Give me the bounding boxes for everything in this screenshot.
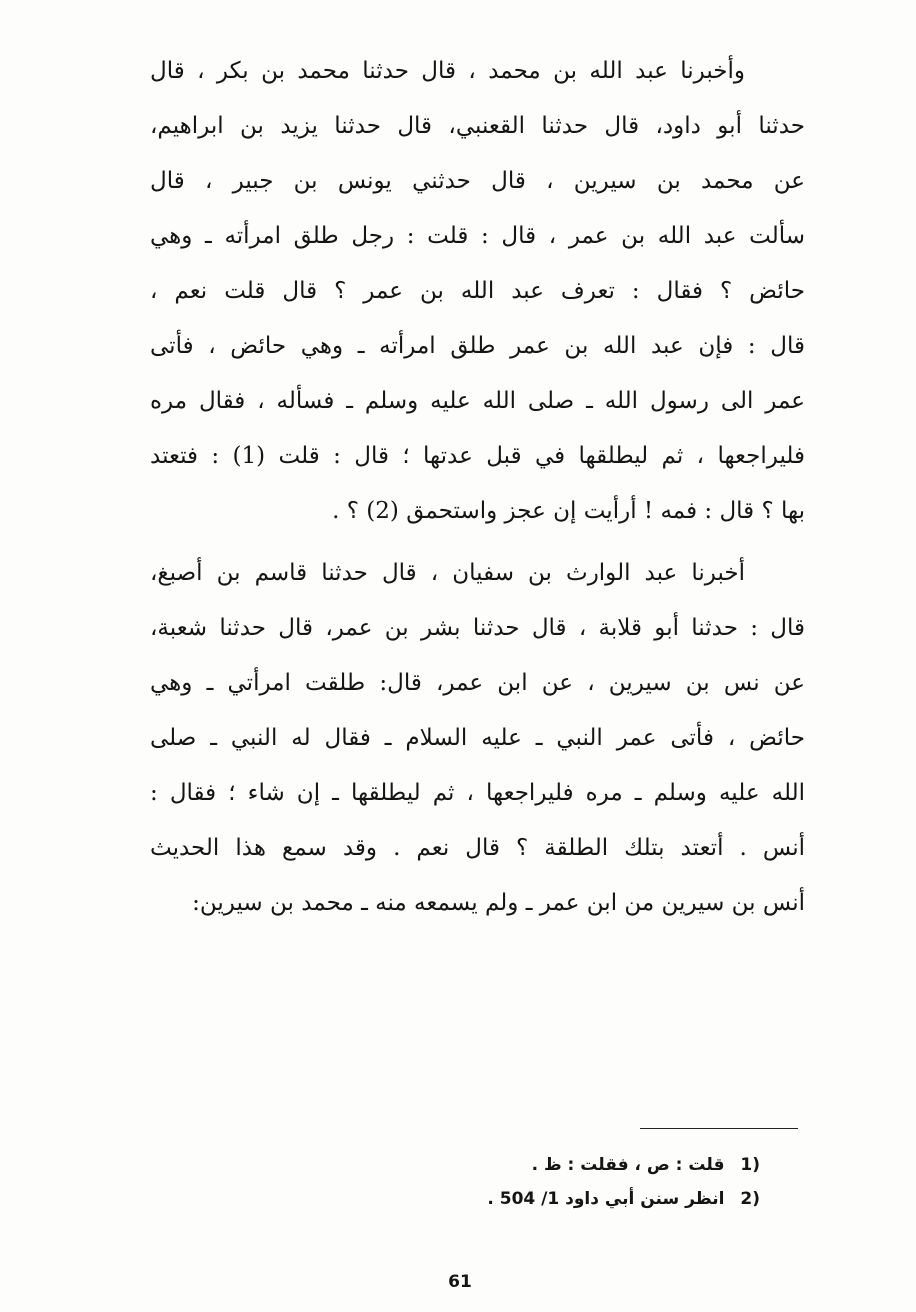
text-line: وأخبرنا عبد الله بن محمد ، قال حدثنا محمد بن بكر ، قال (150, 58, 745, 84)
text-line: حائض ، فأتى عمر النبي ـ عليه السلام ـ فقال له النبي ـ صلى (150, 725, 805, 751)
text-line: قال : حدثنا أبو قلابة ، قال حدثنا بشر بن عمر، قال حدثنا شعبة، (150, 615, 805, 641)
footnote-text: انظر سنن أبي داود 1/ 504 . (487, 1189, 725, 1209)
text-line: قال : فإن عبد الله بن عمر طلق امرأته ـ وهي حائض ، فأتى (150, 333, 805, 359)
footnote-number: (1 (740, 1155, 760, 1175)
footnote-number: (2 (740, 1189, 760, 1209)
footnote-item (430, 1182, 760, 1216)
text-line: عن محمد بن سيرين ، قال حدثني يونس بن جبير ، قال (150, 168, 805, 194)
text-line: سألت عبد الله بن عمر ، قال : قلت : رجل طلق امرأته ـ وهي (150, 223, 805, 249)
text-line: حائض ؟ فقال : تعرف عبد الله بن عمر ؟ قال قلت نعم ، (150, 278, 805, 304)
footnote-divider (640, 1128, 798, 1129)
paragraph-2 (150, 546, 805, 931)
text-line: أخبرنا عبد الوارث بن سفيان ، قال حدثنا قاسم بن أصبغ، (150, 560, 745, 586)
footnote-text: قلت : ص ، فقلت : ظ . (531, 1155, 725, 1175)
footnote-item (430, 1148, 760, 1182)
footnotes (430, 1148, 760, 1216)
text-line: الله عليه وسلم ـ مره فليراجعها ، ثم ليطلقها ـ إن شاء ؛ فقال : (150, 780, 805, 806)
text-line: عمر الى رسول الله ـ صلى الله عليه وسلم ـ فسأله ، فقال مره (150, 388, 805, 414)
text-line: أنس بن سيرين من ابن عمر ـ ولم يسمعه منه ـ محمد بن سيرين: (192, 890, 805, 916)
text-line: فليراجعها ، ثم ليطلقها في قبل عدتها ؛ قال : قلت (1) : فتعتد (150, 443, 805, 469)
text-line: بها ؟ قال : فمه ! أرأيت إن عجز واستحمق (2) ؟ . (332, 498, 805, 524)
paragraph-1 (150, 44, 805, 539)
page-number: 61 (448, 1272, 472, 1292)
text-line: حدثنا أبو داود، قال حدثنا القعنبي، قال حدثنا يزيد بن ابراهيم، (150, 113, 805, 139)
text-line: أنس . أتعتد بتلك الطلقة ؟ قال نعم . وقد سمع هذا الحديث (150, 835, 805, 861)
text-line: عن نس بن سيرين ، عن ابن عمر، قال: طلقت امرأتي ـ وهي (150, 670, 805, 696)
